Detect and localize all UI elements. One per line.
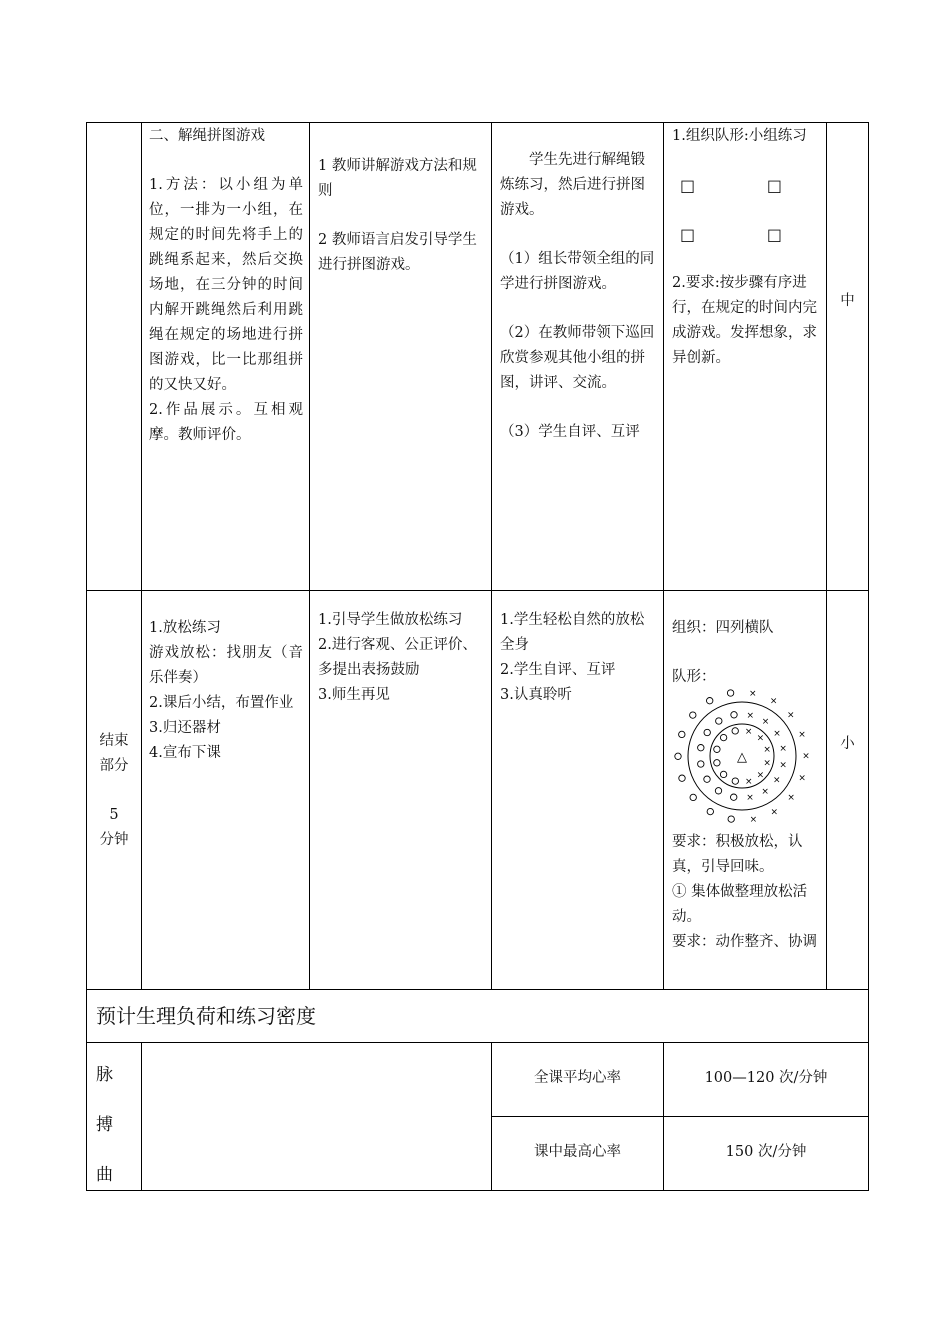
student-cross-mark: × xyxy=(761,717,770,728)
avg-heart-rate-value: 100—120 次/分钟 xyxy=(704,1070,828,1086)
student-circle-mark xyxy=(679,775,685,781)
group-square-icon: □ xyxy=(766,225,782,244)
section-label-cell xyxy=(87,729,141,853)
org-requirement: 2.要求:按步骤有序进行，在规定的时间内完成游戏。发挥想象，求异创新。 xyxy=(672,275,817,366)
student-cross-mark: × xyxy=(798,729,806,740)
student-line-3: 3.认真聆听 xyxy=(500,687,572,703)
content-line-2: 游戏放松：找朋友（音乐伴奏） xyxy=(149,645,303,686)
student-cross-mark: × xyxy=(744,726,753,737)
col-divider-4 xyxy=(663,122,664,989)
student-circle-mark xyxy=(731,712,737,718)
student-circle-mark xyxy=(732,728,738,734)
student-cross-mark: × xyxy=(746,710,755,721)
student-circle-mark xyxy=(675,753,681,759)
row2-student-cell xyxy=(500,608,657,708)
teacher-line-1: 1.引导学生做放松练习 xyxy=(318,612,463,628)
student-intro: 学生先进行解绳锻炼练习，然后进行拼图游戏。 xyxy=(500,152,645,218)
row-divider-2 xyxy=(86,989,869,990)
student-step-1: （1）组长带领全组的同学进行拼图游戏。 xyxy=(500,251,655,292)
row-divider-1 xyxy=(86,590,869,591)
student-line-2: 2.学生自评、互评 xyxy=(500,662,616,678)
col-divider-3 xyxy=(491,122,492,989)
row2-content-cell xyxy=(149,616,303,766)
content-line-1: 1.放松练习 xyxy=(149,620,221,636)
student-circle-mark xyxy=(698,761,704,767)
teacher-item-1: 1 教师讲解游戏方法和规则 xyxy=(318,158,477,199)
student-circle-mark xyxy=(704,776,710,782)
section-minutes: 5 xyxy=(109,807,119,823)
group-symbol-row-1 xyxy=(672,173,822,198)
student-cross-mark: × xyxy=(745,777,753,788)
student-cross-mark: × xyxy=(756,770,765,781)
student-circle-mark xyxy=(690,712,696,718)
student-cross-mark: × xyxy=(749,815,758,825)
student-cross-mark: × xyxy=(787,792,795,803)
student-circle-mark xyxy=(716,718,722,724)
avg-heart-rate-label: 全课平均心率 xyxy=(534,1070,621,1086)
student-cross-mark: × xyxy=(756,733,765,744)
col-divider-3b xyxy=(491,1042,492,1190)
pulse-char-1: 脉 xyxy=(96,1065,113,1085)
student-cross-mark: × xyxy=(779,760,787,771)
row-divider-4 xyxy=(491,1116,869,1117)
section-name-1: 结束 xyxy=(99,733,129,749)
load-density-heading: 预计生理负荷和练习密度 xyxy=(96,1004,316,1028)
student-circle-mark xyxy=(690,794,696,800)
student-cross-mark: × xyxy=(746,793,754,804)
table-border-top xyxy=(86,122,869,123)
col-divider-1 xyxy=(141,122,142,989)
pulse-char-2: 搏 xyxy=(96,1115,113,1135)
col-divider-5 xyxy=(826,122,827,989)
student-cross-mark: × xyxy=(761,787,769,797)
student-step-2: （2）在教师带领下巡回欣赏参观其他小组的拼图，讲评、交流。 xyxy=(500,325,655,391)
col-divider-1b xyxy=(141,1042,142,1190)
student-cross-mark: × xyxy=(773,728,781,739)
group-square-icon: □ xyxy=(680,176,696,195)
game-title: 二、解绳拼图游戏 xyxy=(149,128,265,144)
student-cross-mark: × xyxy=(787,710,795,721)
student-cross-mark: × xyxy=(763,758,771,769)
max-heart-rate-value: 150 次/分钟 xyxy=(725,1144,807,1160)
section-unit: 分钟 xyxy=(99,832,129,848)
student-cross-mark: × xyxy=(763,745,771,756)
teacher-line-2: 2.进行客观、公正评价、多提出表扬鼓励 xyxy=(318,637,477,678)
student-circle-mark xyxy=(714,760,720,766)
lesson-plan-table xyxy=(86,122,869,1191)
org-label: 组织：四列横队 xyxy=(672,620,774,636)
student-cross-mark: × xyxy=(773,775,781,786)
row2-teacher-cell xyxy=(318,608,484,708)
max-heart-rate-label: 课中最高心率 xyxy=(534,1144,621,1160)
student-circle-mark xyxy=(720,734,726,740)
student-circle-mark xyxy=(720,771,726,777)
pulse-label-cell xyxy=(96,1050,136,1200)
row2-load: 小 xyxy=(840,736,855,752)
works-show: 2.作品展示。互相观摩。教师评价。 xyxy=(149,402,303,443)
row2-org-cell xyxy=(672,616,822,955)
teacher-item-2: 2 教师语言启发引导学生进行拼图游戏。 xyxy=(318,232,477,273)
group-symbol-row-2 xyxy=(672,222,822,247)
student-circle-mark xyxy=(715,788,721,794)
table-border-right xyxy=(868,122,869,1191)
circle-formation-diagram xyxy=(672,686,812,826)
student-circle-mark xyxy=(732,778,738,784)
col-divider-2 xyxy=(309,122,310,989)
requirement-1: 要求：积极放松，认真，引导回味。 xyxy=(672,834,803,875)
student-cross-mark: × xyxy=(779,744,787,754)
row1-teacher-cell xyxy=(318,154,484,278)
student-circle-mark xyxy=(707,698,713,704)
group-square-icon: □ xyxy=(766,176,782,195)
teacher-position-icon: △ xyxy=(737,750,747,765)
student-cross-mark: × xyxy=(769,696,778,707)
group-square-icon: □ xyxy=(680,225,696,244)
student-circle-mark xyxy=(698,745,704,751)
section-name-2: 部分 xyxy=(99,758,129,774)
student-step-3: （3）学生自评、互评 xyxy=(500,424,640,440)
formation-label: 队形： xyxy=(672,669,716,685)
content-line-4: 3.归还器材 xyxy=(149,720,221,736)
row1-student-cell xyxy=(500,148,657,445)
row1-org-cell xyxy=(672,124,822,371)
student-cross-mark: × xyxy=(749,688,757,699)
row1-load: 中 xyxy=(840,293,855,309)
student-cross-mark: × xyxy=(802,751,810,762)
content-line-3: 2.课后小结，布置作业 xyxy=(149,695,294,711)
teacher-line-3: 3.师生再见 xyxy=(318,687,390,703)
content-line-5: 4.宣布下课 xyxy=(149,745,221,761)
row1-content-cell xyxy=(149,124,303,448)
requirement-3: 要求：动作整齐、协调 xyxy=(672,934,817,950)
org-formation: 1.组织队形:小组练习 xyxy=(672,128,807,144)
student-circle-mark xyxy=(727,690,733,696)
student-line-1: 1.学生轻松自然的放松全身 xyxy=(500,612,645,653)
student-cross-mark: × xyxy=(770,807,779,818)
requirement-2: ① 集体做整理放松活动。 xyxy=(672,884,808,925)
student-cross-mark: × xyxy=(798,773,806,784)
pulse-char-3: 曲 xyxy=(96,1165,113,1185)
student-circle-mark xyxy=(679,731,685,737)
student-circle-mark xyxy=(704,729,710,735)
student-circle-mark xyxy=(707,808,713,814)
game-method: 1.方法：以小组为单位，一排为一小组，在规定的时间先将手上的跳绳系起来，然后交换场地，在三分钟的时间内解开跳绳然后利用跳绳在规定的场地进行拼图游戏，比一比那组拼的又快又好。 xyxy=(149,177,303,393)
col-divider-4b xyxy=(663,1042,664,1190)
row-divider-3 xyxy=(86,1042,869,1043)
student-circle-mark xyxy=(731,794,737,800)
table-border-left xyxy=(86,122,87,1191)
table-border-bottom xyxy=(86,1190,869,1191)
student-circle-mark xyxy=(728,816,734,822)
student-circle-mark xyxy=(714,746,720,752)
